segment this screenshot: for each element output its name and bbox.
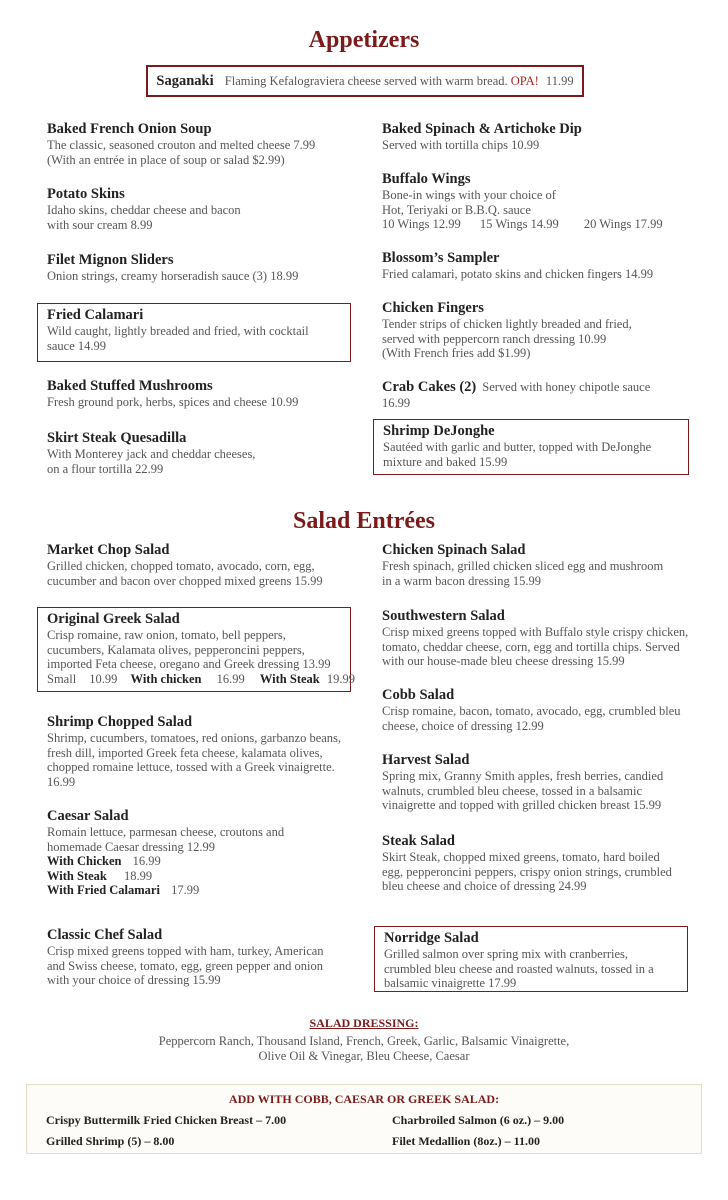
item-description: Onion strings, creamy horseradish sauce (3) 18.99 [47, 269, 299, 283]
addon-item-filet-medallion: Filet Medallion (8oz.) – 11.00 [392, 1134, 540, 1148]
item-description: homemade Caesar dressing 12.99 [47, 839, 216, 854]
wing-price-15: 15 Wings 14.99 [479, 217, 559, 232]
item-name: Saganaki [156, 73, 214, 89]
item-description: fresh dill, imported Greek feta cheese, kalamata olives, [47, 745, 323, 760]
item-description: balsamic vinaigrette 17.99 [384, 976, 517, 991]
item-name: Harvest Salad [382, 752, 470, 768]
item-description: With Monterey jack and cheddar cheeses, [47, 447, 256, 461]
item-description: Shrimp, cucumbers, tomatoes, red onions, garbanzo beans, [47, 731, 342, 745]
item-price: 11.99 [545, 74, 574, 88]
menu-item-norridge-salad [374, 926, 688, 992]
item-description: Flaming Kefalograviera cheese served with warm bread. [224, 74, 508, 88]
item-price: 16.99 [382, 396, 411, 410]
item-price: 16.99 [47, 774, 76, 789]
item-name: Caesar Salad [47, 808, 129, 824]
addon-item-salmon: Charbroiled Salmon (6 oz.) – 9.00 [392, 1113, 565, 1127]
size-label-chicken: With chicken [130, 671, 202, 686]
menu-item-classic-chef-salad [47, 927, 324, 988]
salads-title: Salad Entrées [292, 508, 435, 534]
dressing-line: Olive Oil & Vinegar, Bleu Cheese, Caesar [258, 1049, 470, 1063]
addon-item-shrimp: Grilled Shrimp (5) – 8.00 [46, 1134, 175, 1148]
item-description: served with peppercorn ranch dressing 10.99 [382, 331, 607, 346]
caesar-option-chicken: With Chicken 16.99 [47, 854, 161, 869]
size-price-small: 10.99 [89, 671, 118, 686]
item-name: Blossom’s Sampler [382, 250, 500, 266]
item-description: Crisp romaine, bacon, tomato, avocado, egg, crumbled bleu [382, 704, 681, 718]
item-name: Classic Chef Salad [47, 927, 163, 943]
item-name: Shrimp DeJonghe [383, 423, 495, 439]
item-name: Skirt Steak Quesadilla [47, 430, 187, 446]
featured-item-saganaki [146, 65, 584, 97]
caesar-option-calamari: With Fried Calamari 17.99 [47, 883, 200, 898]
item-name: Buffalo Wings [382, 171, 471, 187]
item-name: Cobb Salad [382, 687, 455, 703]
caesar-option-steak: With Steak 18.99 [47, 868, 153, 883]
item-description: on a flour tortilla 22.99 [47, 461, 164, 476]
item-description: cheese, choice of dressing 12.99 [382, 718, 544, 733]
item-description: Skirt Steak, chopped mixed greens, tomato, hard boiled [382, 850, 660, 864]
dressing-title: SALAD DRESSING: [309, 1016, 419, 1030]
item-description: Wild caught, lightly breaded and fried, with cocktail [47, 324, 309, 338]
dressing-list [0, 1034, 728, 1064]
menu-item-french-onion-soup [47, 121, 315, 167]
menu-item-shrimp-dejonghe [373, 419, 689, 475]
item-description: cucumbers, Kalamata olives, pepperoncini peppers, [47, 642, 305, 657]
item-name: Norridge Salad [384, 930, 479, 946]
item-description: Spring mix, Granny Smith apples, fresh berries, candied [382, 769, 664, 783]
item-description: Bone-in wings with your choice of [382, 188, 556, 202]
dressing-line: Peppercorn Ranch, Thousand Island, French, Greek, Garlic, Balsamic Vinaigrette, [158, 1034, 570, 1048]
item-description: imported Feta cheese, oregano and Greek dressing 13.99 [47, 657, 331, 672]
item-description: Served with honey chipotle sauce [482, 380, 651, 394]
addon-title: ADD WITH COBB, CAESAR OR GREEK SALAD: [228, 1092, 500, 1106]
item-description: mixture and baked 15.99 [383, 454, 508, 469]
item-description: Hot, Teriyaki or B.B.Q. sauce [382, 202, 531, 217]
addon-item-fried-chicken: Crispy Buttermilk Fried Chicken Breast – 7.00 [46, 1113, 287, 1127]
menu-item-southwestern-salad [382, 608, 688, 669]
item-description: walnuts, crumbled bleu cheese, tossed in a balsamic [382, 783, 642, 798]
item-name: Baked Stuffed Mushrooms [47, 378, 213, 394]
item-name: Baked Spinach & Artichoke Dip [382, 121, 582, 137]
menu-item-skirt-steak-quesadilla [47, 430, 255, 476]
menu-item-crab-cakes [382, 379, 650, 411]
menu-item-buffalo-wings [382, 171, 663, 232]
item-description: in a warm bacon dressing 15.99 [382, 573, 541, 588]
item-description: (With French fries add $1.99) [382, 346, 531, 361]
menu-item-harvest-salad [382, 752, 663, 813]
menu-item-baked-stuffed-mushrooms [47, 378, 298, 410]
menu-item-fried-calamari [37, 303, 351, 362]
menu-item-market-chop-salad [47, 542, 323, 588]
item-name: Baked French Onion Soup [47, 121, 212, 137]
item-description: The classic, seasoned crouton and melted cheese 7.99 [47, 138, 316, 152]
item-description: with sour cream 8.99 [47, 217, 153, 232]
item-name: Original Greek Salad [47, 611, 180, 627]
item-description: Crisp mixed greens topped with ham, turkey, American [47, 944, 324, 958]
item-description: tomato, cheddar cheese, corn, egg and tortilla chips. Served [382, 639, 680, 654]
item-name: Shrimp Chopped Salad [47, 714, 193, 730]
item-name: Steak Salad [382, 833, 455, 849]
item-description: and Swiss cheese, tomato, egg, green pepper and onion [47, 958, 323, 973]
size-price-steak: 19.99 [326, 671, 355, 686]
item-name: Filet Mignon Sliders [47, 252, 174, 268]
menu-item-steak-salad [382, 833, 672, 894]
size-label-steak: With Steak [259, 671, 320, 686]
item-name: Potato Skins [47, 186, 125, 202]
item-description: crumbled bleu cheese and roasted walnuts, tossed in a [384, 961, 654, 976]
size-label-small: Small [47, 671, 77, 686]
item-name: Southwestern Salad [382, 608, 505, 624]
size-price-chicken: 16.99 [216, 671, 245, 686]
wing-prices [382, 217, 663, 232]
menu-item-caesar-salad [47, 808, 284, 898]
menu-item-spinach-artichoke-dip [382, 121, 582, 153]
item-name: Fried Calamari [47, 307, 144, 323]
item-description: chopped romaine lettuce, tossed with a Greek vinaigrette. [47, 760, 335, 775]
item-description: egg, pepperoncini peppers, crispy onion strings, crumbled [382, 864, 672, 879]
item-description: Crisp romaine, raw onion, tomato, bell peppers, [47, 628, 286, 642]
menu-item-shrimp-chopped-salad [47, 714, 341, 789]
item-description: (With an entrée in place of soup or salad $2.99) [47, 152, 285, 167]
menu-item-chicken-fingers [382, 300, 632, 361]
item-description: cucumber and bacon over chopped mixed greens 15.99 [47, 573, 323, 588]
menu-item-original-greek-salad [37, 607, 355, 692]
item-description: Sautéed with garlic and butter, topped with DeJonghe [383, 440, 652, 454]
menu-item-cobb-salad [382, 687, 681, 733]
item-description: vinaigrette and topped with grilled chicken breast 15.99 [382, 798, 662, 813]
item-description: Served with tortilla chips 10.99 [382, 138, 540, 152]
item-description: Fried calamari, potato skins and chicken fingers 14.99 [382, 267, 654, 281]
item-name: Crab Cakes (2) [382, 379, 477, 395]
wing-price-20: 20 Wings 17.99 [583, 217, 663, 232]
menu-item-filet-mignon-sliders [47, 252, 298, 284]
item-name: Chicken Spinach Salad [382, 542, 526, 558]
menu-item-chicken-spinach-salad [382, 542, 663, 588]
item-description: Grilled chicken, chopped tomato, avocado, corn, egg, [47, 559, 315, 573]
item-description: Tender strips of chicken lightly breaded and fried, [382, 317, 632, 331]
item-description: sauce 14.99 [47, 338, 107, 353]
item-name: Market Chop Salad [47, 542, 170, 558]
item-description: Romain lettuce, parmesan cheese, croutons and [47, 825, 285, 839]
item-description: Fresh ground pork, herbs, spices and cheese 10.99 [47, 395, 299, 409]
item-description: Grilled salmon over spring mix with cranberries, [384, 947, 629, 961]
menu-item-potato-skins [47, 186, 241, 232]
opa-callout: OPA! [510, 74, 539, 88]
item-description: with your choice of dressing 15.99 [47, 973, 221, 988]
wing-price-10: 10 Wings 12.99 [382, 217, 461, 232]
item-description: with our house-made bleu cheese dressing 15.99 [382, 654, 625, 669]
item-description: bleu cheese and choice of dressing 24.99 [382, 879, 587, 894]
item-name: Chicken Fingers [382, 300, 484, 316]
item-description: Idaho skins, cheddar cheese and bacon [47, 203, 241, 217]
appetizers-title: Appetizers [308, 27, 420, 53]
size-options [47, 671, 355, 687]
menu-item-blossoms-sampler [382, 250, 653, 282]
item-description: Fresh spinach, grilled chicken sliced egg and mushroom [382, 559, 664, 573]
item-description: Crisp mixed greens topped with Buffalo style crispy chicken, [382, 625, 689, 639]
